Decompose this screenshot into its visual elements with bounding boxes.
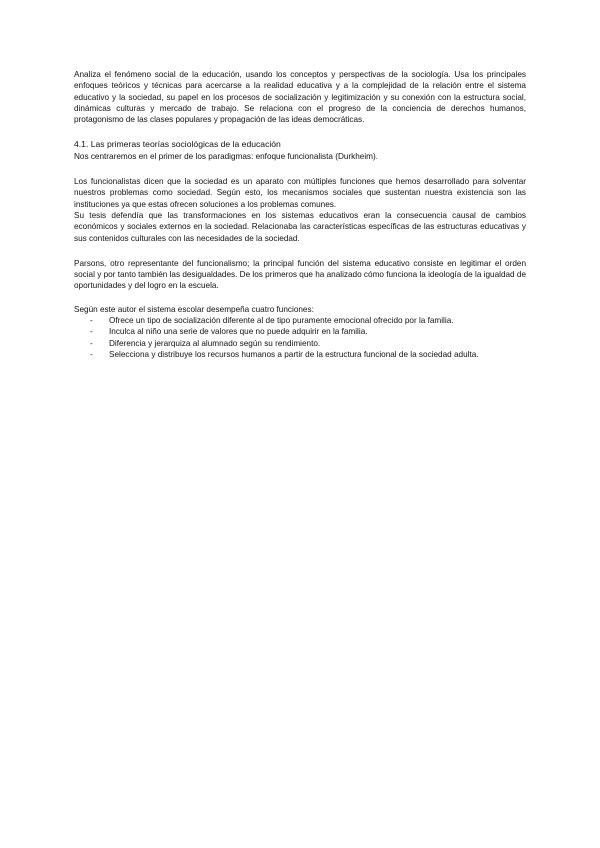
- list-item-text: Ofrece un tipo de socialización diferente al de tipo puramente emocional ofrecido por la familia.: [109, 316, 454, 326]
- section-title: 4.1. Las primeras teorías sociológicas de la educación: [74, 139, 281, 150]
- spacer: [74, 125, 526, 139]
- list-item-text: Diferencia y jerarquiza al alumnado según su rendimiento.: [109, 338, 321, 348]
- list-item-text: Inculca al niño una serie de valores que no puede adquirir en la familia.: [109, 327, 368, 337]
- bullet-dash: -: [90, 349, 93, 359]
- list-item: [74, 326, 526, 337]
- intro-paragraph: Analiza el fenómeno social de la educación, usando los conceptos y perspectivas de la sociología. Usa los principales enfoques teóricos y técnicas para acercarse a la realidad educativa y a la complejidad de la relación entre el sistema educativo y la sociedad, su papel en los procesos de socialización y legitimización y su conexión con la estructura social, dinámicas culturas y mercado de trabajo. Se relaciona con el progreso de la conciencia de derechos humanos, protagonismo de las clases populares y propagación de las ideas democráticas.: [74, 70, 526, 125]
- bullet-dash: -: [90, 316, 93, 326]
- spacer: [74, 244, 526, 258]
- bullet-dash: -: [90, 327, 93, 337]
- section-subtitle: Nos centraremos en el primer de los paradigmas: enfoque funcionalista (Durkheim).: [74, 151, 378, 161]
- list-item: [74, 315, 526, 326]
- bullet-dash: -: [90, 338, 93, 348]
- functionalists-paragraph: Los funcionalistas dicen que la sociedad es un aparato con múltiples funciones que hemos desarrollado para solventar nuestros problemas como sociedad. Según esto, los mecanismos sociales que sustentan nuestra existencia son las instituciones ya que estas ofrecen soluciones a los problemas comunes.: [74, 177, 526, 209]
- list-item-text: Selecciona y distribuye los recursos humanos a partir de la estructura funcional de la sociedad adulta.: [109, 349, 479, 359]
- parsons-paragraph: Parsons, otro representante del funcionalismo; la principal función del sistema educativo consiste en legitimar el orden social y por tanto también las desigualdades. De los primeros que ha analizado cómo funciona la ideología de la igualdad de oportunidades y del logro en la escuela.: [74, 258, 526, 291]
- spacer: [74, 292, 526, 304]
- list-item: [74, 349, 526, 360]
- spacer: [74, 162, 526, 176]
- functions-list: [74, 315, 526, 360]
- thesis-paragraph: Su tesis defendía que las transformaciones en los sistemas educativos eran la consecuencia causal de cambios económicos y sociales externos en la sociedad. Relacionaba las características específicas de las estructuras educativas y sus contenidos culturales con las necesidades de la sociedad.: [74, 210, 526, 243]
- list-item: [74, 338, 526, 349]
- functions-intro: Según este autor el sistema escolar desempeña cuatro funciones:: [74, 304, 314, 314]
- document-page: [74, 69, 526, 360]
